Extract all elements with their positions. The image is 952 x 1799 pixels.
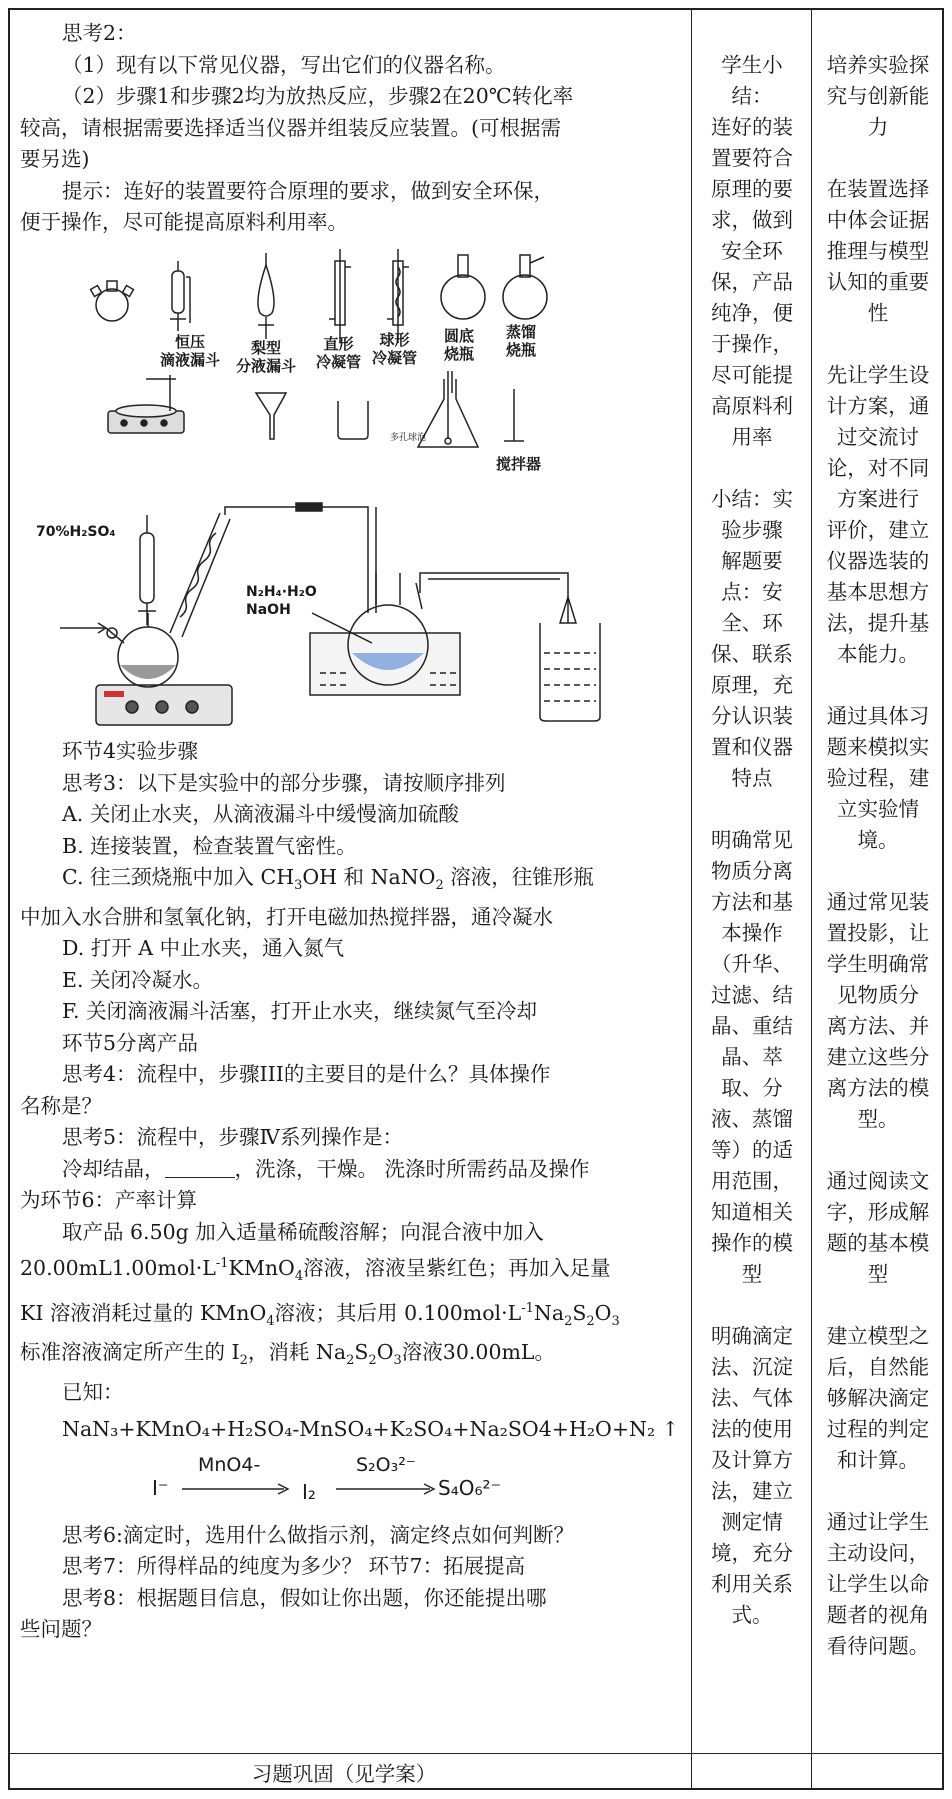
label-separatory-funnel: 梨型 分液漏斗 xyxy=(236,339,297,375)
sparger-flask-drawing xyxy=(418,371,478,447)
col2-block-3 xyxy=(694,825,810,1290)
line: 学生明确常 xyxy=(826,952,930,976)
line: （升华、 xyxy=(711,952,793,976)
stirrer-rod-drawing xyxy=(504,389,524,441)
step-d: D. 打开 A 中止水夹，通入氮气 xyxy=(62,936,345,961)
think6: 思考6:滴定时，选用什么做指示剂，滴定终点如何判断？ xyxy=(62,1522,574,1547)
calc-line2: $20.00mL1.00mol\cdot L^{-1}KMnO_4$溶液，溶液呈紫红色；再加入足量 xyxy=(20,1255,611,1285)
line: 方案进行 xyxy=(837,487,919,511)
col3-block-1 xyxy=(814,50,942,143)
section6-title: 为环节6：产率计算 xyxy=(20,1188,198,1213)
line: 主动设问， xyxy=(826,1541,930,1565)
line: 在装置选择 xyxy=(826,177,930,201)
col3-block-2 xyxy=(814,174,942,329)
scheme-arrow1-label: MnO4- xyxy=(198,1453,261,1476)
line: 取、分 xyxy=(721,1076,783,1100)
line: 明确常见 xyxy=(711,828,793,852)
line: 推理与模型 xyxy=(826,239,930,263)
section4-title: 环节4实验步骤 xyxy=(62,739,199,763)
line: 见物质分 xyxy=(837,983,919,1007)
line: 题者的视角 xyxy=(826,1603,930,1627)
known-label: 已知： xyxy=(62,1379,124,1404)
label-flask-reagents: N₂H₄·H₂O NaOH xyxy=(246,584,317,618)
lesson-table xyxy=(8,8,944,1790)
line: 让学生以命 xyxy=(826,1572,930,1596)
line: 通过常见装 xyxy=(826,890,930,914)
line: 境。 xyxy=(857,828,899,852)
think4-line2: 名称是？ xyxy=(20,1093,102,1118)
line: 分认识装 xyxy=(711,704,793,728)
line: 建立模型之 xyxy=(826,1324,930,1348)
line: 究与创新能 xyxy=(826,84,930,108)
scheme-iodide: I⁻ xyxy=(152,1475,169,1500)
line: 离方法、并 xyxy=(826,1014,930,1038)
line: 过滤、结 xyxy=(711,983,793,1007)
line: 置和仪器 xyxy=(711,735,793,759)
label-round-bottom-flask: 圆底 烧瓶 xyxy=(444,327,475,363)
line: 测定情 xyxy=(721,1510,783,1534)
col2-block-1 xyxy=(694,50,810,453)
think5: 思考5：流程中，步骤Ⅳ系列操作是： xyxy=(62,1125,404,1150)
step-e: E. 关闭冷凝水。 xyxy=(62,967,213,992)
line: 基本思想方 xyxy=(826,580,930,604)
scheme-arrow-1 xyxy=(180,1482,292,1496)
col3-block-3 xyxy=(814,360,942,670)
line: 本能力。 xyxy=(837,642,919,666)
footer-label: 习题巩固（见学案） xyxy=(251,1762,437,1786)
line: 型。 xyxy=(857,1107,899,1131)
line: 过交流讨 xyxy=(837,425,919,449)
line: 认知的重要 xyxy=(826,270,930,294)
round-bottom-flask-drawing xyxy=(441,255,485,319)
line: 后，自然能 xyxy=(826,1355,930,1379)
line: 离方法的模 xyxy=(826,1076,930,1100)
line: 纯净，便 xyxy=(711,301,793,325)
line: 用率 xyxy=(731,425,773,449)
line: 式。 xyxy=(731,1603,773,1627)
step-b: B. 连接装置，检查装置气密性。 xyxy=(62,833,357,858)
line: 法、气体 xyxy=(711,1386,793,1410)
main-content-column xyxy=(20,18,688,1753)
hint-line2: 便于操作，尽可能提高原料利用率。 xyxy=(20,210,348,234)
step-c-line1: C. 往三颈烧瓶中加入 $CH_3OH$ 和 NaNO$_2$ 溶液，往锥形瓶 xyxy=(62,865,594,894)
line: 性 xyxy=(867,301,889,325)
constant-pressure-funnel-drawing xyxy=(170,261,190,331)
line: 培养实验探 xyxy=(826,53,930,77)
section5-title: 环节5分离产品 xyxy=(62,1030,199,1055)
student-summary-column xyxy=(694,50,810,1780)
label-constant-pressure-funnel: 恒压 滴液漏斗 xyxy=(160,333,221,369)
think8-line2: 些问题？ xyxy=(20,1617,102,1642)
hint-line1: 提示：连好的装置要符合原理的要求，做到安全环保， xyxy=(62,178,554,203)
scheme-iodine: I₂ xyxy=(302,1479,316,1504)
step-a: A. 关闭止水夹，从滴液漏斗中缓慢滴加硫酸 xyxy=(62,802,459,826)
line: 求，做到 xyxy=(711,208,793,232)
design-intent-column xyxy=(814,50,942,1780)
line: 全、环 xyxy=(721,611,783,635)
line: 操作的模 xyxy=(711,1231,793,1255)
think2-question-2-line1: （2）步骤1和步骤2均为放热反应，步骤2在20℃转化率 xyxy=(62,84,574,108)
line: 保，产品 xyxy=(711,270,793,294)
beaker-drawing xyxy=(338,401,368,439)
col3-block-4 xyxy=(814,701,942,856)
line: 和计算。 xyxy=(837,1448,919,1472)
think8-line1: 思考8：根据题目信息，假如让你出题，你还能提出哪 xyxy=(62,1585,547,1610)
calc-line4: 标准溶液滴定所产生的 $I_2$，消耗 $Na_2S_2O_3$溶液30.00mL。 xyxy=(20,1339,556,1369)
line: 计方案，通 xyxy=(826,394,930,418)
line: 验过程，建 xyxy=(826,766,930,790)
line: 置要符合 xyxy=(711,146,793,170)
redox-scheme xyxy=(20,1454,688,1516)
line: 力 xyxy=(867,115,889,139)
line: 点：安 xyxy=(721,580,783,604)
calc-line3: KI 溶液消耗过量的 KMnO$_4$溶液；其后用 $0.100mol\cdot L^{-1}Na_2S_2O_3$ xyxy=(20,1300,620,1329)
line: 仪器选装的 xyxy=(826,549,930,573)
line: 尽可能提 xyxy=(711,363,793,387)
line: 保、联系 xyxy=(711,642,793,666)
col2-block-4 xyxy=(694,1321,810,1631)
label-sulfuric-acid: 70%H₂SO₄ xyxy=(36,524,116,540)
line: 法，建立 xyxy=(711,1479,793,1503)
line: 通过让学生 xyxy=(826,1510,930,1534)
apparatus-drawing xyxy=(20,493,688,733)
apparatus-figure xyxy=(20,493,688,733)
footer-row xyxy=(10,1755,942,1790)
column-divider-2 xyxy=(811,10,812,1788)
think7: 思考7：所得样品的纯度为多少？ 环节7：拓展提高 xyxy=(62,1554,526,1579)
bulb-condenser-drawing xyxy=(387,249,409,343)
label-stirrer: 搅拌器 xyxy=(496,455,542,473)
line: 用范围， xyxy=(711,1169,793,1193)
line: 晶、萃 xyxy=(721,1045,783,1069)
line: 看待问题。 xyxy=(826,1634,930,1658)
separatory-funnel-drawing xyxy=(258,253,274,339)
scheme-arrow2-label: S₂O₃²⁻ xyxy=(356,1453,416,1476)
steps-section xyxy=(20,736,688,1646)
line: 本操作 xyxy=(721,921,783,945)
line: 境，充分 xyxy=(711,1541,793,1565)
label-distillation-flask: 蒸馏 烧瓶 xyxy=(506,323,537,359)
think4-line1: 思考4：流程中，步骤III的主要目的是什么？具体操作 xyxy=(62,1062,551,1087)
think2-question-2-line3: 要另选) xyxy=(20,147,90,171)
col2-block-2 xyxy=(694,484,810,794)
label-sparger: 多孔球泡 xyxy=(390,433,427,443)
line: 题来模拟实 xyxy=(826,735,930,759)
line: 通过阅读文 xyxy=(826,1169,930,1193)
line: 置投影，让 xyxy=(826,921,930,945)
line: 题的基本模 xyxy=(826,1231,930,1255)
line: 论，对不同 xyxy=(826,456,930,480)
line: 解题要 xyxy=(721,549,783,573)
instrument-figure xyxy=(20,243,688,493)
line: 高原料利 xyxy=(711,394,793,418)
think3: 思考3：以下是实验中的部分步骤，请按顺序排列 xyxy=(62,770,506,795)
line: 物质分离 xyxy=(711,859,793,883)
line: 原理的要 xyxy=(711,177,793,201)
line: 通过具体习 xyxy=(826,704,930,728)
line: 型 xyxy=(867,1262,889,1286)
think2-question-2-line2: 较高，请根据需要选择适当仪器并组装反应装置。(可根据需 xyxy=(20,115,561,140)
magnetic-stirrer-drawing xyxy=(108,375,184,433)
think2-question-1: （1）现有以下常见仪器，写出它们的仪器名称。 xyxy=(62,52,506,77)
col3-block-8 xyxy=(814,1507,942,1662)
line: 等）的适 xyxy=(711,1138,793,1162)
line: 法，提升基 xyxy=(826,611,930,635)
line: 建立这些分 xyxy=(826,1045,930,1069)
line: 评价，建立 xyxy=(826,518,930,542)
distillation-flask-drawing xyxy=(503,255,547,319)
step-c-line2: 中加入水合肼和氢氧化钠，打开电磁加热搅拌器，通冷凝水 xyxy=(20,904,553,929)
col3-block-7 xyxy=(814,1321,942,1476)
line: 利用关系 xyxy=(711,1572,793,1596)
line: 原理，充 xyxy=(711,673,793,697)
scheme-product: S₄O₆²⁻ xyxy=(438,1475,502,1500)
line: 法、沉淀 xyxy=(711,1355,793,1379)
line: 方法和基 xyxy=(711,890,793,914)
col3-block-5 xyxy=(814,887,942,1135)
col3-block-6 xyxy=(814,1166,942,1290)
line: 小结：实 xyxy=(711,487,793,511)
think2-title: 思考2： xyxy=(62,21,137,45)
line: 法的使用 xyxy=(711,1417,793,1441)
straight-condenser-drawing xyxy=(329,249,351,343)
scheme-arrow-2 xyxy=(334,1482,438,1496)
line: 晶、重结 xyxy=(711,1014,793,1038)
reaction-equation: NaN₃+KMnO₄+H₂SO₄-MnSO₄+K₂SO₄+Na₂SO4+H₂O+N₂ ↑ xyxy=(62,1417,679,1442)
line: 安全环 xyxy=(721,239,783,263)
line: 知道相关 xyxy=(711,1200,793,1224)
step-f: F. 关闭滴液漏斗活塞，打开止水夹，继续氮气至冷却 xyxy=(62,999,538,1024)
line: 字，形成解 xyxy=(826,1200,930,1224)
line: 明确滴定 xyxy=(711,1324,793,1348)
line: 验步骤 xyxy=(721,518,783,542)
label-straight-condenser: 直形 冷凝管 xyxy=(316,335,362,371)
line: 过程的判定 xyxy=(826,1417,930,1441)
calc-line1: 取产品 6.50g 加入适量稀硫酸溶解；向混合液中加入 xyxy=(62,1219,544,1244)
answer-blank xyxy=(165,1157,235,1178)
column-divider-1 xyxy=(691,10,692,1788)
line: 及计算方 xyxy=(711,1448,793,1472)
line: 先让学生设 xyxy=(826,363,930,387)
line: 够解决滴定 xyxy=(826,1386,930,1410)
line: 学生小 xyxy=(721,53,783,77)
line: 特点 xyxy=(731,766,773,790)
line: 连好的装 xyxy=(711,115,793,139)
three-neck-flask-drawing xyxy=(91,281,134,321)
cooling-line: 冷却结晶， ，洗涤，干燥。 洗涤时所需药品及操作 xyxy=(62,1156,590,1181)
line: 型 xyxy=(741,1262,763,1286)
label-bulb-condenser: 球形 冷凝管 xyxy=(372,331,418,367)
line: 于操作， xyxy=(711,332,793,356)
line: 结： xyxy=(731,84,773,108)
filter-funnel-drawing xyxy=(256,393,286,439)
line: 液、蒸馏 xyxy=(711,1107,793,1131)
line: 中体会证据 xyxy=(826,208,930,232)
line: 立实验情 xyxy=(837,797,919,821)
